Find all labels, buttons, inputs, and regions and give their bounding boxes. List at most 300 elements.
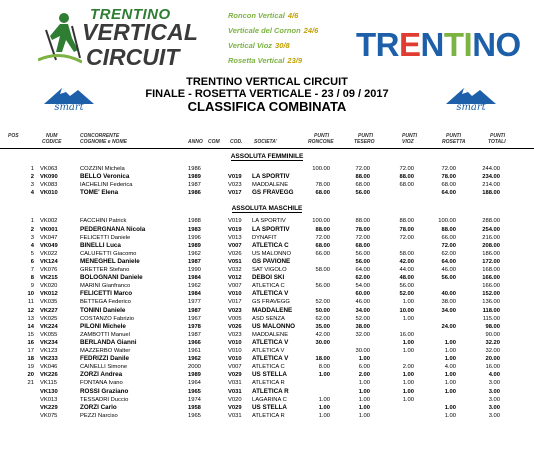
cell-name: PEZZI Narciso bbox=[80, 412, 118, 419]
page-header bbox=[0, 0, 534, 74]
table-row bbox=[0, 290, 534, 298]
cell-name: TONINI Daniele bbox=[80, 306, 126, 314]
cell-name: MARINI Gianfranco bbox=[80, 283, 131, 290]
header-rule bbox=[0, 148, 534, 149]
cell-roncone: 78.00 bbox=[315, 182, 330, 189]
cell-pos: 10 bbox=[27, 291, 34, 298]
cell-societa: LAGARINA C bbox=[252, 396, 287, 403]
cell-anno: 1978 bbox=[188, 323, 201, 330]
cell-tesero: 1.00 bbox=[358, 356, 370, 363]
cell-roncone: 56.00 bbox=[315, 283, 330, 290]
cell-tesero: 62.00 bbox=[355, 275, 370, 282]
cell-name: FACCHINI Patrick bbox=[80, 218, 127, 225]
header-punti: PUNTI bbox=[402, 133, 417, 139]
cell-vioz: 78.00 bbox=[399, 226, 414, 233]
cell-roncone: 100.00 bbox=[312, 166, 330, 172]
cell-cod: V029 bbox=[228, 404, 242, 411]
section-title: ASSOLUTA FEMMINILE bbox=[230, 153, 304, 160]
cell-societa: ATLETICA V bbox=[252, 290, 289, 298]
cell-vioz: 10.00 bbox=[399, 307, 414, 314]
table-row bbox=[0, 266, 534, 274]
table-row bbox=[0, 331, 534, 339]
cell-code: VK076 bbox=[40, 267, 58, 273]
cell-name: TOME' Elena bbox=[80, 189, 119, 197]
cell-anno: 1989 bbox=[188, 174, 201, 181]
cell-code: VK022 bbox=[40, 250, 58, 257]
cell-vioz: 1.00 bbox=[402, 348, 414, 354]
cell-societa: US STELLA bbox=[252, 403, 287, 411]
cell-code: VK090 bbox=[40, 174, 58, 181]
cell-name: BINELLI Luca bbox=[80, 241, 121, 249]
cell-totali: 172.00 bbox=[482, 258, 500, 265]
cell-vioz: 1.00 bbox=[402, 388, 414, 395]
cell-cod: V007 bbox=[228, 242, 242, 249]
table-row bbox=[0, 274, 534, 282]
cell-anno: 1983 bbox=[188, 226, 201, 233]
cell-name: FELICETTI Marco bbox=[80, 290, 133, 298]
cell-totali: 90.00 bbox=[485, 331, 500, 338]
cell-totali: 186.00 bbox=[482, 250, 500, 257]
cell-cod: V019 bbox=[228, 218, 242, 225]
table-row bbox=[0, 404, 534, 412]
cell-tesero: 64.00 bbox=[355, 267, 370, 273]
cell-name: BETTEGA Federico bbox=[80, 299, 131, 306]
header-cognome-nome: COGNOME e NOME bbox=[80, 139, 127, 145]
cell-pos: 15 bbox=[27, 331, 34, 338]
cell-anno: 1986 bbox=[188, 190, 201, 197]
header-totali: TOTALI bbox=[488, 139, 506, 145]
cell-vioz: 72.00 bbox=[399, 234, 414, 241]
title-event: FINALE - ROSETTA VERTICALE - 23 / 09 / 2017 bbox=[145, 88, 389, 100]
cell-anno: 1988 bbox=[188, 218, 201, 225]
cell-anno: 1987 bbox=[188, 182, 201, 189]
trentino-wordmark: TRENTINO bbox=[356, 26, 521, 63]
cell-pos: 16 bbox=[27, 339, 34, 346]
cell-pos: 17 bbox=[27, 348, 34, 354]
cell-roncone: 72.00 bbox=[315, 234, 330, 241]
cell-anno: 1962 bbox=[188, 250, 201, 257]
cell-rosetta: 100.00 bbox=[438, 218, 456, 225]
cell-code: VK047 bbox=[40, 234, 58, 241]
cell-code: VK035 bbox=[40, 299, 58, 306]
cell-cod: V010 bbox=[228, 356, 242, 363]
cell-tesero: 1.00 bbox=[358, 380, 370, 387]
cell-societa: ATLETICA V bbox=[252, 338, 289, 346]
logo-word-vertical: VERTICAL bbox=[82, 19, 199, 45]
header-com: COM bbox=[208, 139, 220, 145]
cell-pos: 2 bbox=[30, 174, 34, 181]
smart-word: smart bbox=[456, 102, 486, 113]
cell-roncone: 58.00 bbox=[315, 267, 330, 273]
cell-societa: DEBOI SKI bbox=[252, 274, 285, 282]
header-punti: PUNTI bbox=[358, 133, 373, 139]
trentino-logo bbox=[356, 16, 521, 66]
cell-vioz: 1.00 bbox=[402, 380, 414, 387]
cell-anno: 1984 bbox=[188, 275, 201, 282]
cell-totali: 168.00 bbox=[482, 267, 500, 273]
cell-anno: 1962 bbox=[188, 283, 201, 290]
cell-pos: 11 bbox=[27, 299, 34, 306]
cell-cod: V031 bbox=[228, 380, 242, 387]
cell-pos: 2 bbox=[30, 226, 34, 233]
cell-anno: 1974 bbox=[188, 396, 201, 403]
cell-tesero: 88.00 bbox=[355, 218, 370, 225]
cell-anno: 2000 bbox=[188, 364, 201, 371]
cell-tesero: 38.00 bbox=[355, 323, 370, 330]
cell-cod: V019 bbox=[228, 174, 242, 181]
cell-pos: 6 bbox=[30, 258, 34, 265]
cell-pos: 5 bbox=[30, 250, 34, 257]
table-row bbox=[0, 250, 534, 258]
cell-tesero: 68.00 bbox=[355, 182, 370, 189]
cell-rosetta: 40.00 bbox=[441, 291, 456, 298]
header-roncone: RONCONE bbox=[308, 139, 334, 145]
cell-rosetta: 62.00 bbox=[441, 250, 456, 257]
cell-totali: 98.00 bbox=[485, 323, 500, 330]
cell-code: VK025 bbox=[40, 315, 58, 322]
cell-tesero: 2.00 bbox=[358, 372, 370, 379]
cell-tesero: 72.00 bbox=[355, 166, 370, 172]
cell-cod: V005 bbox=[228, 315, 242, 322]
cell-vioz: 1.00 bbox=[402, 339, 414, 346]
cell-vioz: 52.00 bbox=[399, 291, 414, 298]
cell-totali: 20.00 bbox=[485, 356, 500, 363]
cell-totali: 3.00 bbox=[488, 388, 500, 395]
cell-rosetta: 88.00 bbox=[441, 226, 456, 233]
cell-code: VK233 bbox=[40, 356, 58, 363]
cell-vioz: 48.00 bbox=[399, 275, 414, 282]
cell-rosetta: 24.00 bbox=[441, 323, 456, 330]
table-row bbox=[0, 165, 534, 173]
cell-pos: 18 bbox=[27, 356, 34, 363]
cell-roncone: 1.00 bbox=[318, 372, 330, 379]
cell-roncone: 35.00 bbox=[315, 323, 330, 330]
cell-societa: MADDALENE bbox=[252, 306, 293, 314]
cell-code: VK215 bbox=[40, 275, 58, 282]
cell-code: VK075 bbox=[40, 412, 58, 419]
cell-tesero: 30.00 bbox=[355, 348, 370, 354]
cell-pos: 3 bbox=[30, 182, 34, 189]
cell-tesero: 56.00 bbox=[355, 250, 370, 257]
cell-totali: 166.00 bbox=[482, 275, 500, 282]
cell-anno: 1989 bbox=[188, 242, 201, 249]
cell-rosetta: 1.00 bbox=[444, 412, 456, 419]
cell-roncone: 52.00 bbox=[315, 299, 330, 306]
cell-roncone: 30.00 bbox=[315, 339, 330, 346]
cell-tesero: 1.00 bbox=[358, 396, 370, 403]
cell-cod: V029 bbox=[228, 372, 242, 379]
cell-roncone: 18.00 bbox=[315, 356, 330, 363]
cell-rosetta: 78.00 bbox=[441, 174, 456, 181]
cell-cod: V031 bbox=[228, 412, 242, 419]
cell-anno: 1989 bbox=[188, 372, 201, 379]
cell-tesero: 46.00 bbox=[355, 299, 370, 306]
cell-pos: 14 bbox=[27, 323, 34, 330]
header-rosetta: ROSETTA bbox=[442, 139, 466, 145]
cell-societa: ATLETICA C bbox=[252, 241, 289, 249]
cell-anno: 1964 bbox=[188, 380, 201, 387]
table-row bbox=[0, 181, 534, 189]
cell-totali: 244.00 bbox=[482, 166, 500, 172]
cell-roncone: 1.00 bbox=[318, 404, 330, 411]
cell-tesero: 1.00 bbox=[358, 404, 370, 411]
title-circuit: TRENTINO VERTICAL CIRCUIT bbox=[186, 76, 348, 88]
cell-cod: V051 bbox=[228, 258, 242, 265]
cell-cod: V020 bbox=[228, 396, 242, 403]
cell-societa: GS PAVIONE bbox=[252, 257, 291, 265]
cell-name: BERLANDA Gianni bbox=[80, 338, 137, 346]
cell-totali: 3.00 bbox=[488, 404, 500, 411]
cell-anno: 1984 bbox=[188, 291, 201, 298]
cell-name: COSTANZO Fabrizio bbox=[80, 315, 135, 322]
cell-rosetta: 72.00 bbox=[441, 242, 456, 249]
cell-vioz: 16.00 bbox=[399, 331, 414, 338]
cell-code: VK229 bbox=[40, 404, 58, 411]
cell-rosetta: 1.00 bbox=[444, 339, 456, 346]
cell-societa: ATLETICA R bbox=[252, 412, 285, 419]
cell-tesero: 32.00 bbox=[355, 331, 370, 338]
cell-rosetta: 66.00 bbox=[441, 234, 456, 241]
cell-cod: V010 bbox=[228, 291, 242, 298]
cell-societa: LA SPORTIV bbox=[252, 225, 290, 233]
cell-pos: 3 bbox=[30, 234, 34, 241]
cell-totali: 216.00 bbox=[482, 234, 500, 241]
header-vioz: VIOZ bbox=[402, 139, 414, 145]
header-tesero: TESERO bbox=[354, 139, 375, 145]
cell-pos: 19 bbox=[27, 364, 34, 371]
cell-totali: 208.00 bbox=[482, 242, 500, 249]
race-item: Vertical Vioz 30/8 bbox=[228, 41, 290, 50]
cell-rosetta: 64.00 bbox=[441, 190, 456, 197]
cell-code: VK234 bbox=[40, 339, 58, 346]
cell-societa: US MALONNO bbox=[252, 250, 291, 257]
cell-pos: 20 bbox=[27, 372, 34, 379]
table-row bbox=[0, 379, 534, 387]
cell-totali: 214.00 bbox=[482, 182, 500, 189]
cell-cod: V013 bbox=[228, 234, 242, 241]
cell-roncone: 1.00 bbox=[318, 396, 330, 403]
cell-societa: ATLETICA C bbox=[252, 364, 285, 371]
cell-name: TESSADRI Duccio bbox=[80, 396, 129, 403]
cell-tesero: 56.00 bbox=[355, 258, 370, 265]
cell-roncone: 68.00 bbox=[315, 190, 330, 197]
cell-code: VK115 bbox=[40, 380, 57, 387]
cell-totali: 166.00 bbox=[482, 283, 500, 290]
cell-anno: 1987 bbox=[188, 331, 201, 338]
cell-totali: 234.00 bbox=[482, 174, 500, 181]
cell-pos: 21 bbox=[27, 380, 34, 387]
cell-totali: 152.00 bbox=[482, 291, 500, 298]
cell-code: VK226 bbox=[40, 372, 58, 379]
cell-rosetta: 64.00 bbox=[441, 258, 456, 265]
cell-pos: 4 bbox=[30, 190, 34, 197]
cell-vioz: 1.00 bbox=[402, 396, 414, 403]
cell-rosetta: 68.00 bbox=[441, 182, 456, 189]
cell-code: VK124 bbox=[40, 258, 58, 265]
header-num: NUM bbox=[46, 133, 58, 139]
cell-code: VK020 bbox=[40, 283, 58, 290]
cell-roncone: 66.00 bbox=[315, 250, 330, 257]
cell-vioz: 58.00 bbox=[399, 250, 414, 257]
cell-code: VK063 bbox=[40, 166, 58, 172]
cell-societa: LA SPORTIV bbox=[252, 173, 290, 181]
cell-totali: 188.00 bbox=[482, 190, 500, 197]
cell-name: CAINELLI Simone bbox=[80, 364, 128, 371]
cell-cod: V010 bbox=[228, 339, 242, 346]
cell-name: ZORZI Carlo bbox=[80, 403, 117, 411]
cell-societa: US STELLA bbox=[252, 371, 287, 379]
cell-societa: ATLETICA V bbox=[252, 355, 289, 363]
cell-name: IACHELINI Federica bbox=[80, 182, 133, 189]
cell-anno: 1961 bbox=[188, 348, 201, 354]
cell-anno: 1966 bbox=[188, 339, 201, 346]
cell-tesero: 78.00 bbox=[355, 226, 370, 233]
cell-name: MENEGHEL Daniele bbox=[80, 257, 140, 265]
table-row bbox=[0, 347, 534, 355]
cell-tesero: 56.00 bbox=[355, 190, 370, 197]
cell-roncone: 50.00 bbox=[315, 307, 330, 314]
cell-code: VK046 bbox=[40, 364, 58, 371]
logo-word-trentino: TRENTINO bbox=[90, 6, 171, 23]
title-classifica: CLASSIFICA COMBINATA bbox=[187, 99, 347, 114]
cell-anno: 1967 bbox=[188, 315, 201, 322]
header-punti: PUNTI bbox=[490, 133, 505, 139]
cell-totali: 115.00 bbox=[482, 315, 500, 322]
cell-roncone: 88.00 bbox=[315, 226, 330, 233]
table-row bbox=[0, 298, 534, 306]
cell-roncone: 68.00 bbox=[315, 242, 330, 249]
cell-totali: 3.00 bbox=[488, 380, 500, 387]
header-cod: COD. bbox=[230, 139, 243, 145]
cell-name: PILONI Michele bbox=[80, 322, 126, 330]
cell-pos: 8 bbox=[30, 275, 34, 282]
cell-name: ZORZI Andrea bbox=[80, 371, 123, 379]
table-row bbox=[0, 258, 534, 266]
table-row bbox=[0, 189, 534, 197]
cell-tesero: 60.00 bbox=[355, 291, 370, 298]
cell-roncone: 42.00 bbox=[315, 331, 330, 338]
cell-code: VK123 bbox=[40, 348, 58, 354]
cell-tesero: 54.00 bbox=[355, 283, 370, 290]
cell-name: PEDERGNANA Nicola bbox=[80, 225, 146, 233]
cell-tesero: 68.00 bbox=[355, 242, 370, 249]
cell-vioz: 88.00 bbox=[399, 218, 414, 225]
cell-cod: V026 bbox=[228, 250, 242, 257]
cell-anno: 1965 bbox=[188, 388, 201, 395]
cell-code: VK013 bbox=[40, 396, 58, 403]
cell-rosetta: 1.00 bbox=[444, 372, 456, 379]
table-row bbox=[0, 363, 534, 371]
cell-code: VK083 bbox=[40, 182, 58, 189]
cell-pos: 13 bbox=[27, 315, 34, 322]
cell-code: VK001 bbox=[40, 226, 58, 233]
table-row bbox=[0, 396, 534, 404]
race-item: Verticale del Cornon 24/6 bbox=[228, 26, 319, 35]
header-societa: SOCIETA' bbox=[254, 139, 278, 145]
cell-societa: SAT VIGOLO bbox=[252, 267, 287, 273]
section-title: ASSOLUTA MASCHILE bbox=[231, 205, 303, 213]
cell-cod: V031 bbox=[228, 388, 242, 395]
cell-name: COZZINI Michela bbox=[80, 166, 125, 172]
cell-pos: 4 bbox=[30, 242, 34, 249]
cell-code: VK224 bbox=[40, 323, 58, 330]
cell-societa: DYNAFIT bbox=[252, 234, 277, 241]
cell-anno: 1987 bbox=[188, 258, 201, 265]
cell-vioz: 44.00 bbox=[399, 267, 414, 273]
cell-totali: 3.00 bbox=[488, 396, 500, 403]
cell-anno: 1962 bbox=[188, 356, 201, 363]
cell-vioz: 68.00 bbox=[399, 182, 414, 189]
cell-rosetta: 38.00 bbox=[441, 299, 456, 306]
cell-cod: V010 bbox=[228, 348, 242, 354]
cell-societa: GS FRAVEGG bbox=[252, 299, 290, 306]
cell-vioz: 2.00 bbox=[402, 364, 414, 371]
cell-anno: 1996 bbox=[188, 234, 201, 241]
cell-totali: 4.00 bbox=[488, 372, 500, 379]
cell-societa: GS FRAVEGG bbox=[252, 189, 294, 197]
cell-totali: 288.00 bbox=[482, 218, 500, 225]
cell-cod: V023 bbox=[228, 331, 242, 338]
cell-name: GRETTER Stefano bbox=[80, 267, 130, 273]
cell-cod: V017 bbox=[228, 190, 242, 197]
cell-vioz: 88.00 bbox=[399, 174, 414, 181]
header-anno: ANNO bbox=[188, 139, 203, 145]
cell-cod: V032 bbox=[228, 267, 242, 273]
cell-societa: MADDALENE bbox=[252, 331, 289, 338]
cell-name: BELLO Veronica bbox=[80, 173, 130, 181]
cell-tesero: 88.00 bbox=[355, 174, 370, 181]
header-codice: CODICE bbox=[42, 139, 62, 145]
cell-vioz: 42.00 bbox=[399, 258, 414, 265]
table-row bbox=[0, 339, 534, 347]
cell-pos: 12 bbox=[27, 307, 34, 314]
cell-code: VK010 bbox=[40, 190, 58, 197]
cell-rosetta: 1.00 bbox=[444, 404, 456, 411]
cell-vioz: 1.00 bbox=[402, 315, 414, 322]
cell-tesero: 52.00 bbox=[355, 315, 370, 322]
cell-name: CALUFETTI Giacomo bbox=[80, 250, 137, 257]
cell-societa: MADDALENE bbox=[252, 182, 289, 189]
cell-anno: 1986 bbox=[188, 166, 201, 172]
cell-tesero: 34.00 bbox=[355, 307, 370, 314]
cell-vioz: 1.00 bbox=[402, 299, 414, 306]
cell-societa: LA SPORTIV bbox=[252, 218, 286, 225]
cell-rosetta: 46.00 bbox=[441, 267, 456, 273]
cell-anno: 1958 bbox=[188, 404, 201, 411]
cell-rosetta: 4.00 bbox=[444, 364, 456, 371]
smart-word: smart bbox=[54, 102, 84, 113]
table-row bbox=[0, 315, 534, 323]
cell-vioz: 72.00 bbox=[399, 166, 414, 172]
cell-rosetta: 1.00 bbox=[444, 380, 456, 387]
cell-cod: V019 bbox=[228, 226, 242, 233]
cell-name: FONTANA Ivano bbox=[80, 380, 123, 387]
table-row bbox=[0, 173, 534, 181]
cell-name: FEDRIZZI Danile bbox=[80, 355, 129, 363]
skier-icon bbox=[38, 10, 82, 64]
cell-pos: 1 bbox=[30, 166, 34, 172]
table-row bbox=[0, 412, 534, 420]
table-row bbox=[0, 371, 534, 379]
trentino-vertical-circuit-logo bbox=[38, 4, 199, 70]
cell-name: ZAMBOTTI Manuel bbox=[80, 331, 130, 338]
cell-cod: V026 bbox=[228, 323, 242, 330]
header-punti: PUNTI bbox=[446, 133, 461, 139]
page-title bbox=[0, 76, 534, 114]
cell-code: VK227 bbox=[40, 307, 58, 314]
cell-vioz: 1.00 bbox=[402, 372, 414, 379]
cell-cod: V007 bbox=[228, 283, 242, 290]
